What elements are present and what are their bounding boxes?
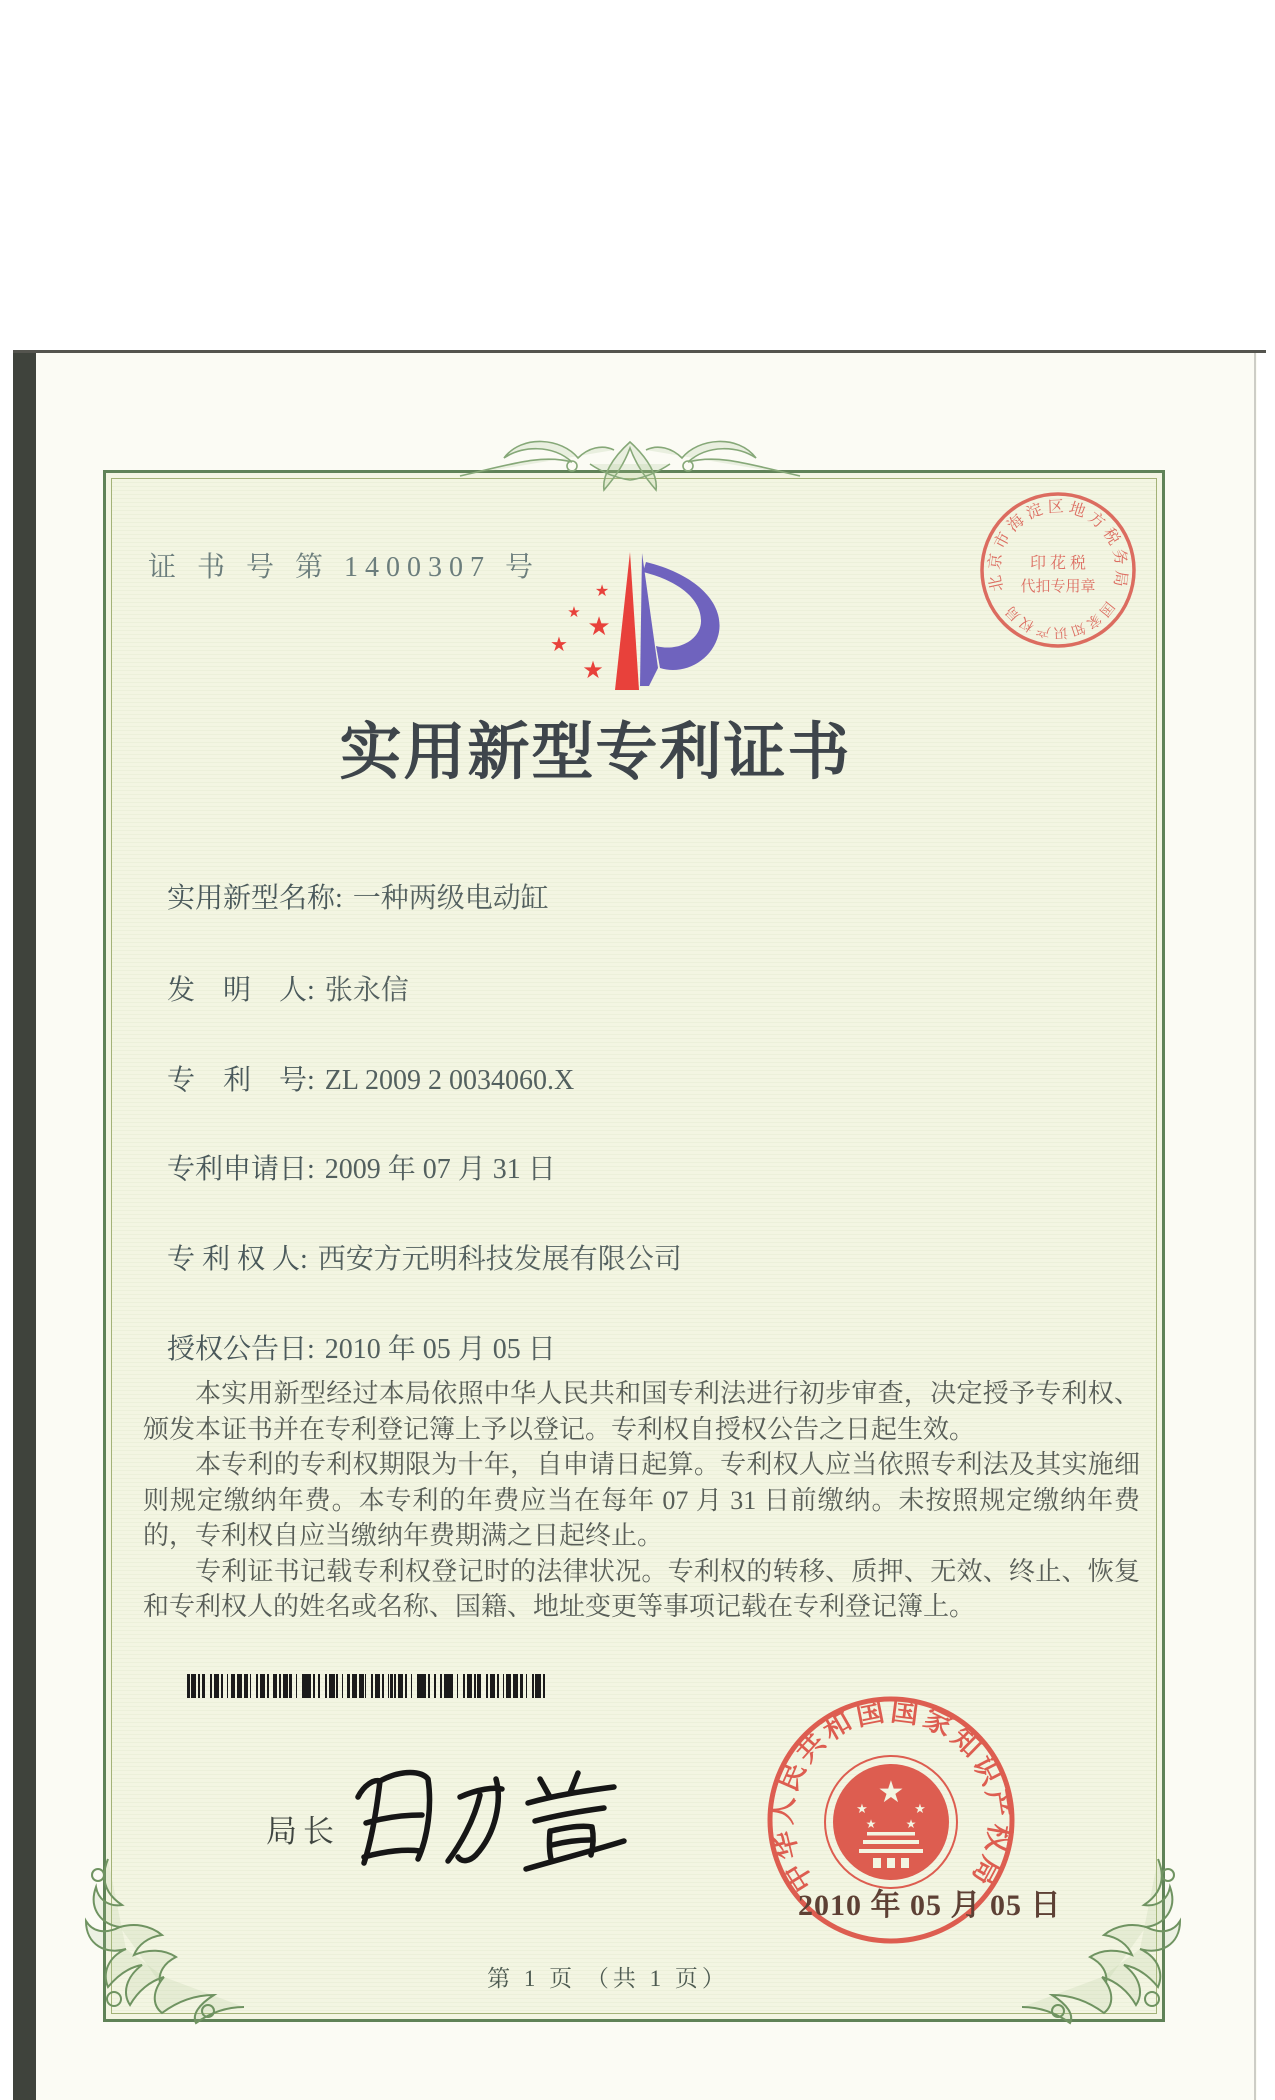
field-grant-publication-date — [167, 1327, 556, 1367]
field-filing-date — [167, 1147, 556, 1187]
field-label: 授权公告日: — [167, 1334, 315, 1365]
cnipa-patent-logo-icon — [480, 540, 780, 720]
field-inventor — [167, 968, 409, 1008]
logo-red-spike — [615, 552, 639, 690]
emblem-star-icon: ★ — [914, 1802, 926, 1817]
director-signature-handwriting — [330, 1745, 630, 1905]
legal-paragraph: 本实用新型经过本局依照中华人民共和国专利法进行初步审查，决定授予专利权、颁发本证书并在专利登记簿上予以登记。专利权自授权公告之日起生效。 — [143, 1379, 1140, 1444]
stamp-tax-seal — [976, 488, 1140, 652]
barcode — [187, 1674, 549, 1698]
field-value: 张永信 — [324, 975, 409, 1006]
logo-star-icon: ★ — [550, 632, 568, 656]
legal-paragraph: 专利证书记载专利权登记时的法律状况。专利权的转移、质押、无效、终止、恢复和专利权人的姓名或名称、国籍、地址变更等事项记载在专利登记簿上。 — [143, 1556, 1140, 1621]
legal-paragraph: 本专利的专利权期限为十年，自申请日起算。专利权人应当依照专利法及其实施细则规定缴纳年费。本专利的年费应当在每年 07 月 31 日前缴纳。未按照规定缴纳年费的，专利权自应当缴纳年费期满之日起终止。 — [143, 1450, 1140, 1550]
logo-star-icon: ★ — [582, 656, 604, 684]
field-label: 实用新型名称: — [167, 883, 343, 914]
field-value: 西安方元明科技发展有限公司 — [317, 1244, 682, 1275]
field-value: 2010 年 05 月 05 日 — [324, 1334, 556, 1365]
bottom-left-flourish-ornament — [68, 1853, 258, 2038]
logo-star-icon: ★ — [594, 581, 610, 600]
national-emblem-icon — [825, 1756, 957, 1888]
logo-stars — [550, 581, 611, 684]
field-value: ZL 2009 2 0034060.X — [324, 1065, 575, 1096]
tax-seal-center-line1: 印 花 税 — [1029, 555, 1087, 572]
emblem-star-icon: ★ — [856, 1802, 868, 1817]
field-value: 一种两级电动缸 — [352, 883, 549, 914]
official-seal-arc-text: 中华人民共和国国家知识产权局 — [767, 1696, 1015, 1897]
top-garland-ornament — [452, 424, 808, 496]
field-utility-model-name — [167, 876, 549, 916]
field-value: 2009 年 07 月 31 日 — [324, 1154, 556, 1185]
cnipa-official-seal — [763, 1670, 1025, 1976]
field-patentee — [167, 1237, 682, 1277]
page-number-footer: 第 1 页 （共 1 页） — [487, 1966, 729, 1991]
seal-grant-date: 2010 年 05 月 05 日 — [798, 1889, 1062, 1922]
emblem-star-icon: ★ — [905, 1817, 917, 1831]
logo-star-icon: ★ — [567, 603, 581, 621]
field-label: 专利申请日: — [167, 1154, 315, 1185]
emblem-star-icon: ★ — [877, 1775, 905, 1810]
certificate-number: 证 书 号 第 1400307 号 — [148, 552, 541, 583]
legal-body-text — [143, 1376, 1140, 1625]
tax-seal-arc-bottom-text: 国家知识产权局 — [1003, 598, 1117, 640]
field-patent-number — [167, 1058, 574, 1098]
tax-seal-arc-top-text: 北京市海淀区地方税务局 — [986, 498, 1130, 593]
certificate-title: 实用新型专利证书 — [339, 719, 852, 787]
emblem-star-icon: ★ — [865, 1817, 877, 1831]
tax-seal-center-line2: 代扣专用章 — [1020, 579, 1096, 595]
scan-left-dark-strip — [13, 352, 36, 2100]
field-label: 专 利 权 人: — [167, 1244, 308, 1275]
director-title: 局长 — [266, 1814, 340, 1849]
field-label: 发 明 人: — [167, 975, 315, 1006]
logo-star-icon: ★ — [587, 612, 611, 642]
field-label: 专 利 号: — [167, 1065, 315, 1096]
paper-right-edge-shadow — [1254, 353, 1256, 2100]
